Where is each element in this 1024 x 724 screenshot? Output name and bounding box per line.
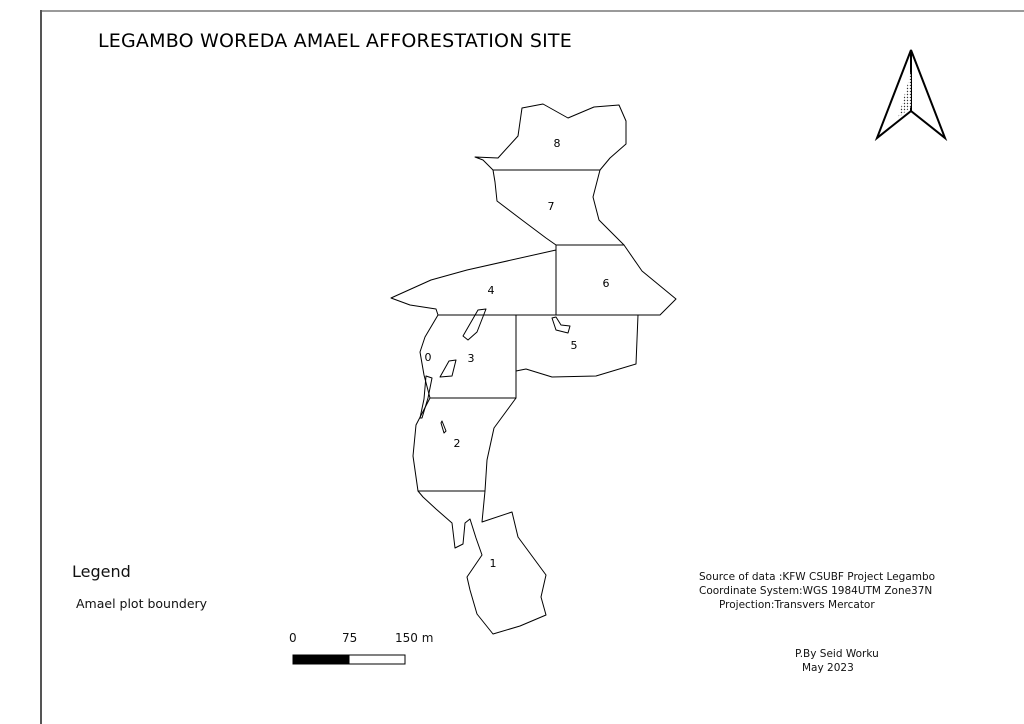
- legend-item-plot-boundary: Amael plot boundery: [76, 596, 208, 611]
- enclosure-polygon-b: [552, 317, 570, 333]
- enclosure-polygon-a: [463, 309, 486, 340]
- plot-label-6: 6: [602, 277, 610, 290]
- scale-label-150: 150 m: [395, 631, 434, 645]
- plot-label-2: 2: [453, 437, 461, 450]
- plot-label-1: 1: [489, 557, 497, 570]
- plot-label-4: 4: [487, 284, 495, 297]
- projection-text: Projection:Transvers Mercator: [719, 599, 875, 611]
- scale-label-75: 75: [342, 631, 358, 645]
- map-info-block: [699, 570, 935, 612]
- plot-label-7: 7: [547, 200, 555, 213]
- credit-block: [795, 647, 879, 675]
- plot-2-polygon: [413, 398, 516, 491]
- plot-label-8: 8: [553, 137, 561, 150]
- enclosure-polygon-e: [441, 421, 446, 433]
- coordinate-system-text: Coordinate System:WGS 1984UTM Zone37N: [699, 585, 933, 597]
- date-text: May 2023: [802, 662, 854, 674]
- plot-label-3: 3: [467, 352, 475, 365]
- plot-6-polygon: [556, 245, 676, 315]
- data-source-text: Source of data :KFW CSUBF Project Legambo: [699, 571, 936, 583]
- legend-title: Legend: [72, 562, 131, 581]
- map-title: LEGAMBO WOREDA AMAEL AFFORESTATION SITE: [98, 30, 572, 52]
- plot-1-polygon: [418, 491, 546, 634]
- plot-label-0: 0: [424, 351, 432, 364]
- enclosure-polygon-c: [440, 360, 456, 377]
- north-arrow-icon: [877, 50, 945, 138]
- plot-8-polygon: [475, 104, 626, 170]
- scale-bar: [293, 655, 405, 664]
- plot-7-polygon: [493, 170, 624, 245]
- plot-label-5: 5: [570, 339, 578, 352]
- plot-4-polygon: [391, 250, 556, 315]
- author-text: P.By Seid Worku: [795, 648, 879, 660]
- scale-label-0: 0: [289, 631, 297, 645]
